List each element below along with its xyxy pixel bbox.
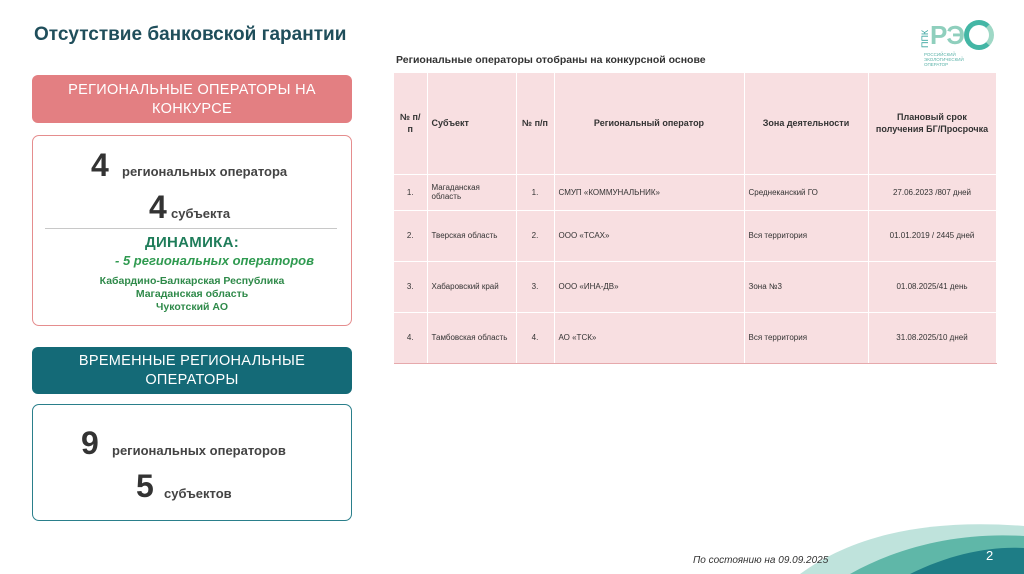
- logo-letters: РЭ: [930, 20, 964, 50]
- temp-operators-count: 9: [81, 425, 99, 461]
- competition-card: [32, 135, 352, 326]
- table-cell: 1.: [394, 174, 427, 210]
- operators-count: 4: [91, 147, 109, 183]
- card-divider: [45, 228, 337, 229]
- table-header-cell: Зона деятельности: [744, 73, 868, 174]
- table-cell: 4.: [394, 312, 427, 363]
- table-header-cell: Субъект: [427, 73, 516, 174]
- subjects-label: субъекта: [171, 206, 231, 221]
- table-row: [394, 210, 996, 261]
- table-header-cell: Региональный оператор: [554, 73, 744, 174]
- table-row: [394, 312, 996, 363]
- table-cell: Тверская область: [427, 210, 516, 261]
- table-cell: СМУП «КОММУНАЛЬНИК»: [554, 174, 744, 210]
- region-item: Чукотский АО: [155, 301, 229, 313]
- competition-banner: РЕГИОНАЛЬНЫЕ ОПЕРАТОРЫ НА КОНКУРСЕ: [32, 75, 352, 123]
- dynamics-value: - 5 региональных операторов: [115, 253, 314, 268]
- table-cell: 3.: [394, 261, 427, 312]
- logo-ring-icon: [964, 20, 994, 50]
- footer-date: По состоянию на 09.09.2025: [693, 555, 829, 566]
- table-cell: 2.: [516, 210, 554, 261]
- dynamics-title: ДИНАМИКА:: [144, 234, 240, 251]
- table-header-cell: № п/п: [516, 73, 554, 174]
- page-number: 2: [986, 548, 994, 563]
- table-cell: 1.: [516, 174, 554, 210]
- table-cell: Хабаровский край: [427, 261, 516, 312]
- table-cell: Вся территория: [744, 210, 868, 261]
- table-header-cell: Плановый срок получения БГ/Просрочка: [868, 73, 996, 174]
- logo-mark: ППК: [920, 29, 930, 48]
- table-header-row: [394, 73, 996, 174]
- page-title: Отсутствие банковской гарантии: [34, 24, 347, 45]
- table-cell: 4.: [516, 312, 554, 363]
- company-logo: [920, 18, 1000, 70]
- table-cell: АО «ТСК»: [554, 312, 744, 363]
- table-cell: Вся территория: [744, 312, 868, 363]
- table-header-cell: № п/п: [394, 73, 427, 174]
- table-cell: 31.08.2025/10 дней: [868, 312, 996, 363]
- table-cell: ООО «ИНА-ДВ»: [554, 261, 744, 312]
- table-row: [394, 174, 996, 210]
- temp-subjects-label: субъектов: [164, 486, 232, 501]
- table-cell: 3.: [516, 261, 554, 312]
- table-cell: ООО «ТСАХ»: [554, 210, 744, 261]
- table-cell: 01.01.2019 / 2445 дней: [868, 210, 996, 261]
- subjects-count: 4: [149, 189, 167, 225]
- temp-operators-label: региональных операторов: [112, 443, 286, 458]
- region-item: Магаданская область: [135, 288, 249, 300]
- table-caption: Региональные операторы отобраны на конкурсной основе: [396, 54, 706, 66]
- table-cell: Тамбовская область: [427, 312, 516, 363]
- table-cell: 01.08.2025/41 день: [868, 261, 996, 312]
- table-cell: 27.06.2023 /807 дней: [868, 174, 996, 210]
- table-cell: 2.: [394, 210, 427, 261]
- operators-label: региональных оператора: [122, 164, 288, 179]
- table-row: [394, 261, 996, 312]
- table-cell: Магаданская область: [427, 174, 516, 210]
- table-cell: Зона №3: [744, 261, 868, 312]
- logo-subtitle: РОССИЙСКИЙ ЭКОЛОГИЧЕСКИЙ ОПЕРАТОР: [924, 52, 964, 67]
- temporary-operators-banner: ВРЕМЕННЫЕ РЕГИОНАЛЬНЫЕ ОПЕРАТОРЫ: [32, 347, 352, 394]
- region-item: Кабардино-Балкарская Республика: [99, 275, 285, 287]
- operators-table: [394, 73, 997, 364]
- temporary-operators-card: [32, 404, 352, 521]
- temp-subjects-count: 5: [136, 468, 154, 504]
- table-cell: Среднеканский ГО: [744, 174, 868, 210]
- regions-list: [33, 275, 351, 314]
